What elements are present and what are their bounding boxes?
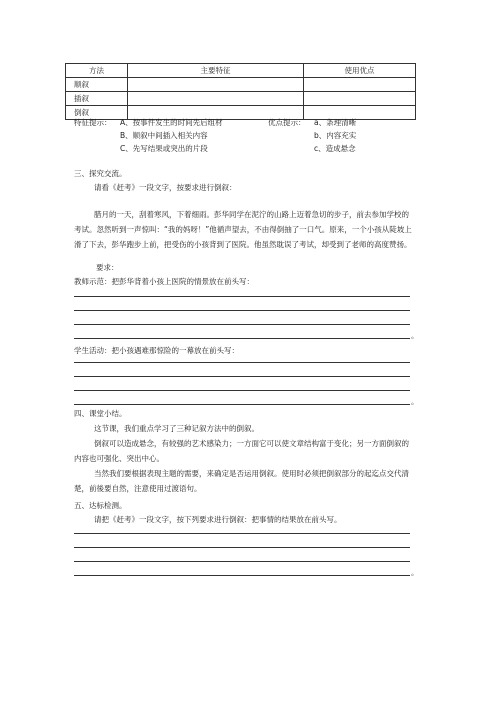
answer-line[interactable] [74, 296, 410, 297]
section3-instruction: 请看《赶考》一段文字，按要求进行倒叙： [94, 183, 237, 192]
table-header-advantages: 使用优点 [304, 64, 416, 78]
table-cell-advantages[interactable] [304, 78, 416, 92]
answer-line[interactable] [74, 310, 410, 311]
advantage-hint-b: b、内容充实 [314, 131, 357, 140]
answer-line[interactable] [74, 561, 410, 562]
table-header-features: 主要特征 [128, 64, 304, 78]
end-mark: 。 [411, 568, 419, 577]
table-cell-method: 倒叙 [66, 106, 128, 120]
table-header-row [66, 64, 416, 78]
answer-line[interactable] [74, 575, 410, 576]
end-mark: 。 [411, 397, 419, 406]
feature-hint-a: A、按事件发生的时间先后组材 [120, 118, 223, 127]
advantage-hint-a: a、条理清晰 [314, 118, 357, 127]
table-cell-advantages[interactable] [304, 92, 416, 106]
table-row [66, 78, 416, 92]
answer-line[interactable] [74, 547, 410, 548]
answer-line[interactable] [74, 404, 410, 405]
table-cell-features[interactable] [128, 92, 304, 106]
summary-paragraph-1: 这节课，我们重点学习了三种记叙方法中的倒叙。 [94, 424, 259, 433]
advantage-hint-label: 优点提示： [268, 118, 306, 127]
answer-line[interactable] [74, 533, 410, 534]
feature-hint-b: B、顺叙中间插入相关内容 [120, 131, 208, 140]
answer-line[interactable] [74, 376, 410, 377]
section4-heading: 四、课堂小结。 [74, 409, 127, 418]
table-cell-method: 插叙 [66, 92, 128, 106]
advantage-hint-c: c、造成悬念 [314, 144, 356, 153]
answer-line[interactable] [74, 390, 410, 391]
table-cell-features[interactable] [128, 78, 304, 92]
table-header-method: 方法 [66, 64, 128, 78]
section5-heading: 五、达标检测。 [74, 501, 127, 510]
narrative-methods-table [65, 63, 416, 120]
section5-instruction: 请把《赶考》一段文字，按下列要求进行倒叙：把事情的结果放在前头写。 [94, 515, 342, 524]
table-row [66, 106, 416, 120]
summary-paragraph-3: 当然我们要根据表现主题的需要，来确定是否运用倒叙。使用时必须把倒叙部分的起迄点交代清楚，前後要自然，注意使用过渡语句。 [74, 469, 409, 493]
answer-line[interactable] [74, 338, 410, 339]
table-row [66, 92, 416, 106]
answer-line[interactable] [74, 324, 410, 325]
requirement-label: 要求： [96, 263, 119, 272]
feature-hint-c: C、先写结果或突出的片段 [120, 144, 208, 153]
feature-hint-label: 特征提示： [74, 118, 112, 127]
answer-line[interactable] [74, 362, 410, 363]
section3-heading: 三、探究交流。 [74, 169, 127, 178]
teacher-demo-prompt: 教师示范：把彭华背着小孩上医院的情景放在前头写： [74, 277, 254, 286]
student-activity-prompt: 学生活动：把小孩遇难那惊险的一幕放在前头写： [74, 346, 239, 355]
passage-text: 腊月的一天，刮着寒风，下着细雨。彭华同学在泥泞的山路上迈着急切的步子，前去参加学校的考试。忽然听到一声惊叫：“我的妈呀！”他循声望去，不由得倒抽了一口气。原来，一个小孩从陡坡上滑了下去，彭华跑步上前，把受伤的小孩背到了医院。他虽然耽误了考试，却受到了老师的高度赞扬。 [74, 210, 412, 249]
table-cell-method: 顺叙 [66, 78, 128, 92]
summary-paragraph-2: 倒叙可以造成悬念，有较强的艺术感染力；一方面它可以使文章结构富于变化；另一方面倒叙的内容也可强化、突出中心。 [74, 439, 409, 463]
end-mark: 。 [411, 331, 419, 340]
